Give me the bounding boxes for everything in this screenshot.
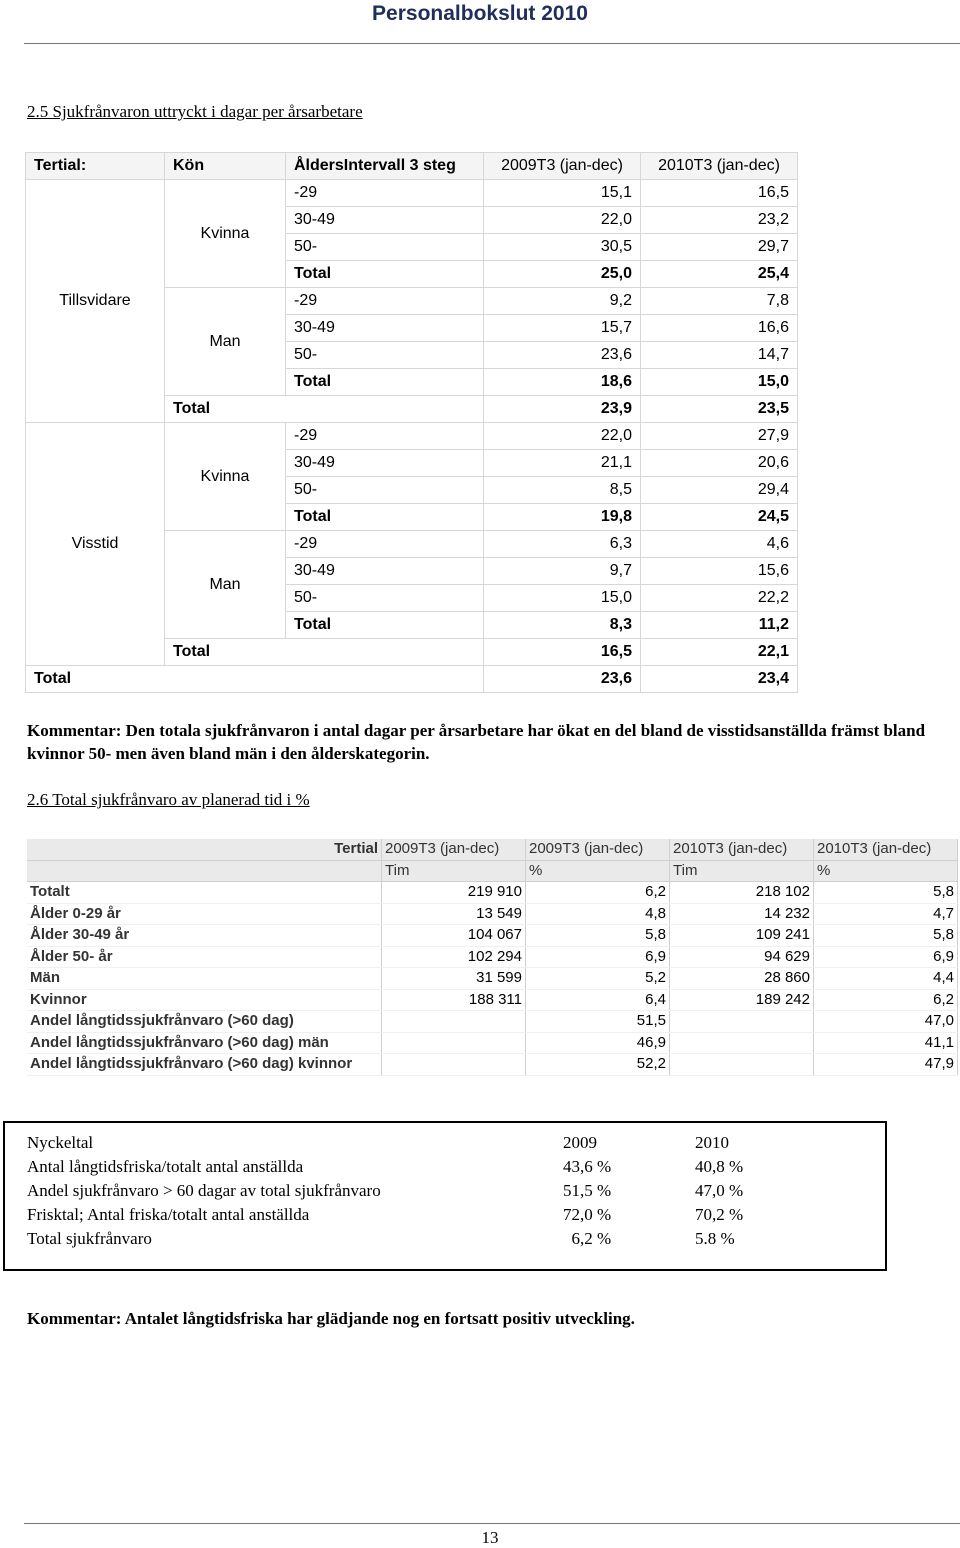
col-header-2009: 2009T3 (jan-dec) bbox=[484, 153, 641, 180]
value-2009: 22,0 bbox=[484, 207, 641, 234]
row-label: Andel långtidssjukfrånvaro (>60 dag) bbox=[27, 1011, 382, 1033]
age-cell: 30-49 bbox=[286, 207, 484, 234]
value-2010: 23,2 bbox=[641, 207, 798, 234]
comment-long-term-healthy: Kommentar: Antalet långtidsfriska har glädjande nog en fortsatt positiv utveckling. bbox=[27, 1309, 635, 1328]
nyckeltal-2010: 40,8 % bbox=[695, 1157, 744, 1176]
nyckeltal-2010: 70,2 % bbox=[695, 1205, 744, 1224]
gender-label: Kvinna bbox=[165, 423, 286, 531]
age-cell: -29 bbox=[286, 423, 484, 450]
cell-value: 5,8 bbox=[814, 882, 958, 904]
nyckeltal-2010: 47,0 % bbox=[695, 1181, 744, 1200]
nyckeltal-label: Nyckeltal bbox=[27, 1133, 94, 1152]
nyckeltal-label: Total sjukfrånvaro bbox=[27, 1229, 152, 1248]
value-2010: 27,9 bbox=[641, 423, 798, 450]
cell-value: 6,2 bbox=[814, 989, 958, 1011]
footer-rule bbox=[24, 1523, 960, 1524]
table-header-row bbox=[27, 839, 958, 860]
cell-value bbox=[670, 1054, 814, 1076]
header-rule bbox=[24, 43, 960, 44]
value-2010: 16,5 bbox=[641, 180, 798, 207]
sub-header: Tim bbox=[382, 860, 526, 882]
value-2009: 8,3 bbox=[484, 612, 641, 639]
empty-cell bbox=[27, 860, 382, 882]
nyckeltal-label: Frisktal; Antal friska/totalt antal anställda bbox=[27, 1205, 310, 1224]
nyckeltal-2010: 2010 bbox=[695, 1133, 729, 1152]
value-2009: 23,9 bbox=[484, 396, 641, 423]
col-header-tertial: Tertial: bbox=[26, 153, 165, 180]
grand-total-row bbox=[26, 666, 798, 693]
age-cell: 50- bbox=[286, 234, 484, 261]
value-2009: 23,6 bbox=[484, 342, 641, 369]
value-2009: 15,1 bbox=[484, 180, 641, 207]
age-cell: -29 bbox=[286, 180, 484, 207]
nyckeltal-2009: 51,5 % bbox=[563, 1181, 612, 1200]
col-header-2010: 2010T3 (jan-dec) bbox=[641, 153, 798, 180]
value-2009: 21,1 bbox=[484, 450, 641, 477]
row-label: Ålder 50- år bbox=[27, 946, 382, 968]
value-2010: 22,1 bbox=[641, 639, 798, 666]
value-2010: 29,7 bbox=[641, 234, 798, 261]
nyckeltal-row bbox=[27, 1133, 729, 1153]
value-2009: 15,7 bbox=[484, 315, 641, 342]
subtotal-label: Total bbox=[165, 396, 484, 423]
tertial-label: Visstid bbox=[26, 423, 165, 666]
value-2010: 11,2 bbox=[641, 612, 798, 639]
value-2010: 4,6 bbox=[641, 531, 798, 558]
col-header: 2009T3 (jan-dec) bbox=[526, 839, 670, 860]
value-2009: 19,8 bbox=[484, 504, 641, 531]
sick-leave-percent-table bbox=[27, 839, 958, 1076]
nyckeltal-2009: 72,0 % bbox=[563, 1205, 612, 1224]
cell-value: 5,8 bbox=[526, 925, 670, 947]
cell-value: 219 910 bbox=[382, 882, 526, 904]
cell-value: 188 311 bbox=[382, 989, 526, 1011]
row-header-tertial: Tertial bbox=[27, 839, 382, 860]
nyckeltal-row bbox=[27, 1205, 744, 1225]
age-cell: -29 bbox=[286, 531, 484, 558]
nyckeltal-box bbox=[3, 1121, 887, 1271]
cell-value: 6,9 bbox=[526, 946, 670, 968]
nyckeltal-row bbox=[27, 1181, 744, 1201]
value-2009: 16,5 bbox=[484, 639, 641, 666]
nyckeltal-label: Andel sjukfrånvaro > 60 dagar av total sjukfrånvaro bbox=[27, 1181, 381, 1200]
cell-value: 14 232 bbox=[670, 903, 814, 925]
value-2009: 22,0 bbox=[484, 423, 641, 450]
nyckeltal-row bbox=[27, 1229, 735, 1249]
cell-value: 189 242 bbox=[670, 989, 814, 1011]
value-2010: 29,4 bbox=[641, 477, 798, 504]
value-2009: 9,2 bbox=[484, 288, 641, 315]
cell-value bbox=[670, 1011, 814, 1033]
cell-value: 13 549 bbox=[382, 903, 526, 925]
nyckeltal-2010: 5.8 % bbox=[695, 1229, 735, 1248]
grand-total-label: Total bbox=[26, 666, 484, 693]
cell-value: 218 102 bbox=[670, 882, 814, 904]
value-2010: 15,6 bbox=[641, 558, 798, 585]
cell-value: 4,4 bbox=[814, 968, 958, 990]
cell-value: 4,8 bbox=[526, 903, 670, 925]
cell-value: 47,9 bbox=[814, 1054, 958, 1076]
table-row bbox=[26, 180, 798, 207]
age-cell: Total bbox=[286, 369, 484, 396]
table-row bbox=[27, 1011, 958, 1033]
age-cell: 50- bbox=[286, 477, 484, 504]
cell-value: 46,9 bbox=[526, 1032, 670, 1054]
row-label: Andel långtidssjukfrånvaro (>60 dag) kvinnor bbox=[27, 1054, 382, 1076]
table-row bbox=[27, 1032, 958, 1054]
cell-value: 41,1 bbox=[814, 1032, 958, 1054]
table-row bbox=[27, 925, 958, 947]
value-2010: 25,4 bbox=[641, 261, 798, 288]
col-header-age: ÅldersIntervall 3 steg bbox=[286, 153, 484, 180]
section-title-2-5: 2.5 Sjukfrånvaron uttryckt i dagar per årsarbetare bbox=[27, 102, 363, 121]
cell-value: 28 860 bbox=[670, 968, 814, 990]
value-2009: 25,0 bbox=[484, 261, 641, 288]
value-2010: 22,2 bbox=[641, 585, 798, 612]
table-row bbox=[27, 903, 958, 925]
cell-value: 6,2 bbox=[526, 882, 670, 904]
cell-value: 47,0 bbox=[814, 1011, 958, 1033]
page-header-title: Personalbokslut 2010 bbox=[372, 2, 588, 25]
gender-label: Kvinna bbox=[165, 180, 286, 288]
table-row bbox=[27, 1054, 958, 1076]
cell-value bbox=[382, 1054, 526, 1076]
col-header: 2010T3 (jan-dec) bbox=[814, 839, 958, 860]
table-header-row bbox=[26, 153, 798, 180]
age-cell: -29 bbox=[286, 288, 484, 315]
nyckeltal-2009: 2009 bbox=[563, 1133, 597, 1152]
age-cell: 50- bbox=[286, 342, 484, 369]
age-cell: 30-49 bbox=[286, 558, 484, 585]
tertial-label: Tillsvidare bbox=[26, 180, 165, 423]
nyckeltal-row bbox=[27, 1157, 744, 1177]
age-cell: 30-49 bbox=[286, 450, 484, 477]
row-label: Ålder 30-49 år bbox=[27, 925, 382, 947]
nyckeltal-label: Antal långtidsfriska/totalt antal anställda bbox=[27, 1157, 304, 1176]
value-2009: 30,5 bbox=[484, 234, 641, 261]
sub-header: Tim bbox=[670, 860, 814, 882]
age-cell: Total bbox=[286, 261, 484, 288]
cell-value: 102 294 bbox=[382, 946, 526, 968]
age-cell: 50- bbox=[286, 585, 484, 612]
col-header: 2010T3 (jan-dec) bbox=[670, 839, 814, 860]
cell-value: 5,8 bbox=[814, 925, 958, 947]
cell-value: 52,2 bbox=[526, 1054, 670, 1076]
value-2009: 15,0 bbox=[484, 585, 641, 612]
row-label: Kvinnor bbox=[27, 989, 382, 1011]
value-2009: 8,5 bbox=[484, 477, 641, 504]
subtotal-label: Total bbox=[165, 639, 484, 666]
table-row bbox=[27, 968, 958, 990]
age-cell: 30-49 bbox=[286, 315, 484, 342]
cell-value: 6,4 bbox=[526, 989, 670, 1011]
value-2009: 6,3 bbox=[484, 531, 641, 558]
sick-days-table bbox=[25, 152, 798, 693]
age-cell: Total bbox=[286, 504, 484, 531]
cell-value: 51,5 bbox=[526, 1011, 670, 1033]
value-2010: 16,6 bbox=[641, 315, 798, 342]
cell-value: 4,7 bbox=[814, 903, 958, 925]
nyckeltal-2009: 6,2 % bbox=[563, 1229, 612, 1248]
value-2009: 23,6 bbox=[484, 666, 641, 693]
row-label: Totalt bbox=[27, 882, 382, 904]
table-row bbox=[27, 882, 958, 904]
gender-label: Man bbox=[165, 288, 286, 396]
col-header-kon: Kön bbox=[165, 153, 286, 180]
nyckeltal-2009: 43,6 % bbox=[563, 1157, 612, 1176]
cell-value: 6,9 bbox=[814, 946, 958, 968]
cell-value: 5,2 bbox=[526, 968, 670, 990]
cell-value: 31 599 bbox=[382, 968, 526, 990]
row-label: Män bbox=[27, 968, 382, 990]
section-title-2-6: 2.6 Total sjukfrånvaro av planerad tid i % bbox=[27, 790, 310, 809]
table-row bbox=[27, 989, 958, 1011]
sub-header: % bbox=[526, 860, 670, 882]
sub-header: % bbox=[814, 860, 958, 882]
age-cell: Total bbox=[286, 612, 484, 639]
cell-value bbox=[382, 1032, 526, 1054]
value-2010: 20,6 bbox=[641, 450, 798, 477]
cell-value: 94 629 bbox=[670, 946, 814, 968]
row-label: Andel långtidssjukfrånvaro (>60 dag) män bbox=[27, 1032, 382, 1054]
cell-value: 109 241 bbox=[670, 925, 814, 947]
value-2010: 7,8 bbox=[641, 288, 798, 315]
value-2010: 23,5 bbox=[641, 396, 798, 423]
table-row bbox=[27, 946, 958, 968]
value-2010: 24,5 bbox=[641, 504, 798, 531]
value-2010: 23,4 bbox=[641, 666, 798, 693]
page-number: 13 bbox=[481, 1528, 499, 1547]
table-subheader-row bbox=[27, 860, 958, 882]
cell-value bbox=[670, 1032, 814, 1054]
value-2010: 15,0 bbox=[641, 369, 798, 396]
comment-sick-days: Kommentar: Den totala sjukfrånvaron i antal dagar per årsarbetare har ökat en del bland de visstidsanställda främst bland kvinnor 50- men även bland män i den ålderskategorin. bbox=[27, 721, 926, 763]
cell-value: 104 067 bbox=[382, 925, 526, 947]
gender-label: Man bbox=[165, 531, 286, 639]
value-2009: 9,7 bbox=[484, 558, 641, 585]
value-2010: 14,7 bbox=[641, 342, 798, 369]
value-2009: 18,6 bbox=[484, 369, 641, 396]
col-header: 2009T3 (jan-dec) bbox=[382, 839, 526, 860]
table-row bbox=[26, 423, 798, 450]
cell-value bbox=[382, 1011, 526, 1033]
row-label: Ålder 0-29 år bbox=[27, 903, 382, 925]
